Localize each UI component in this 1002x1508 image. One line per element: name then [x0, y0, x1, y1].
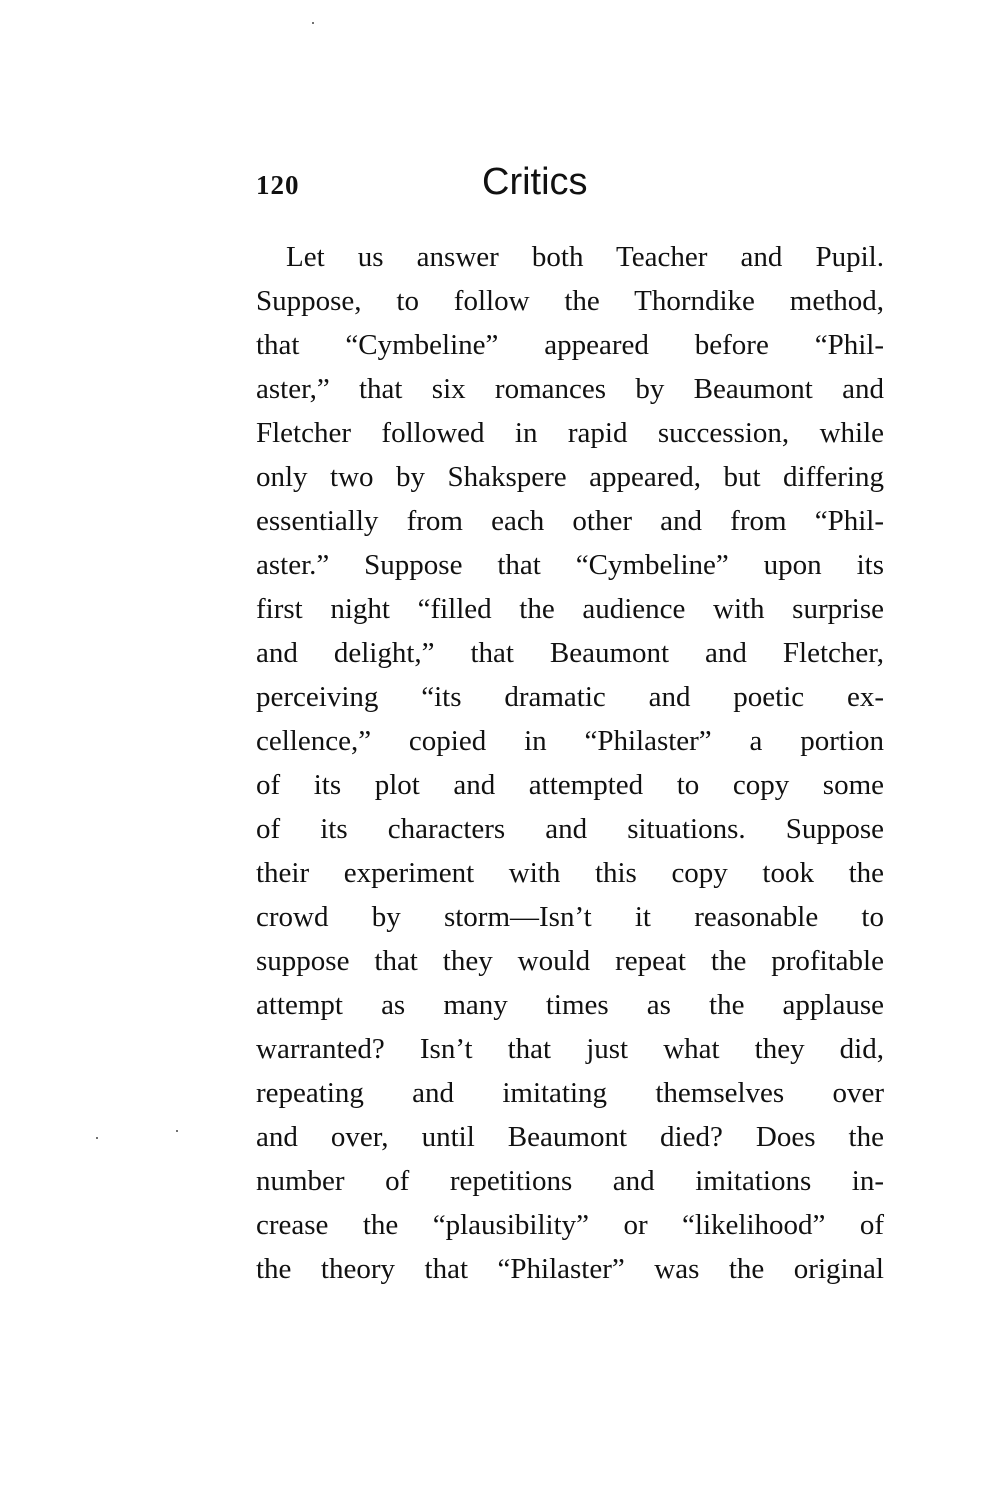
text-line: Suppose, to follow the Thorndike method,: [256, 285, 884, 317]
text-line: crease the “plausibility” or “likelihood” of: [256, 1209, 884, 1241]
text-line: and over, until Beaumont died? Does the: [256, 1121, 884, 1153]
text-line: cellence,” copied in “Philaster” a portion: [256, 725, 884, 757]
text-line: of its plot and attempted to copy some: [256, 769, 884, 801]
print-speck: [176, 1130, 178, 1132]
print-speck: [312, 22, 314, 24]
text-line: number of repetitions and imitations in-: [256, 1165, 884, 1197]
text-line: Let us answer both Teacher and Pupil.: [286, 241, 884, 273]
page-number: 120: [256, 170, 300, 200]
text-line: crowd by storm—Isn’t it reasonable to: [256, 901, 884, 933]
text-line: only two by Shakspere appeared, but differing: [256, 461, 884, 493]
text-line: warranted? Isn’t that just what they did,: [256, 1033, 884, 1065]
text-line: and delight,” that Beaumont and Fletcher,: [256, 637, 884, 669]
text-line: that “Cymbeline” appeared before “Phil-: [256, 329, 884, 361]
text-line: essentially from each other and from “Phil-: [256, 505, 884, 537]
running-title: Critics: [482, 161, 588, 203]
text-line: perceiving “its dramatic and poetic ex-: [256, 681, 884, 713]
text-line: suppose that they would repeat the profitable: [256, 945, 884, 977]
body-paragraph: [256, 235, 884, 1291]
text-line: Fletcher followed in rapid succession, while: [256, 417, 884, 449]
text-line: the theory that “Philaster” was the original: [256, 1253, 884, 1285]
text-line: aster.” Suppose that “Cymbeline” upon its: [256, 549, 884, 581]
text-line: of its characters and situations. Suppose: [256, 813, 884, 845]
text-line: first night “filled the audience with surprise: [256, 593, 884, 625]
text-line: attempt as many times as the applause: [256, 989, 884, 1021]
print-speck: [96, 1137, 98, 1139]
text-line: repeating and imitating themselves over: [256, 1077, 884, 1109]
text-line: their experiment with this copy took the: [256, 857, 884, 889]
text-line: aster,” that six romances by Beaumont and: [256, 373, 884, 405]
